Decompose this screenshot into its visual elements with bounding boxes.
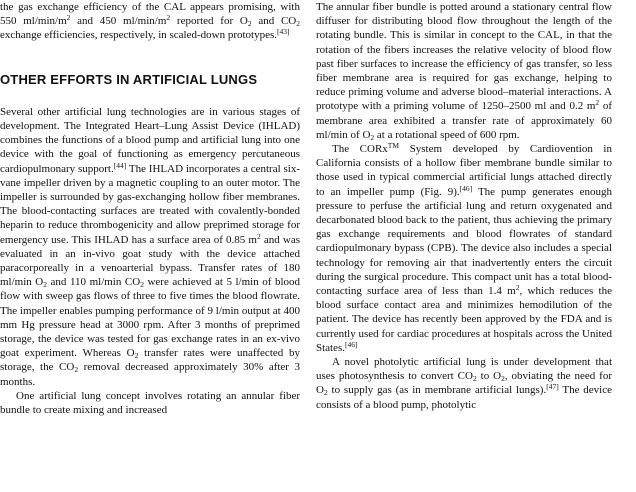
paragraph [0, 389, 300, 417]
paragraph [316, 355, 612, 412]
text-run: A novel photolytic artificial lung is under development that uses photosynthesis to convert CO [316, 356, 612, 383]
text-run: transfer rates were unaffected by storage, the CO [0, 347, 300, 374]
text-run: removal decreased approximately 30% after 3 months. [0, 361, 301, 388]
subscript: 2 [74, 365, 79, 375]
text-run: One artificial lung concept involves rotating an annular fiber bundle to create mixing and increased [0, 389, 300, 417]
superscript: [46] [345, 339, 358, 349]
text-run: at a rotational speed of 600 rpm. [374, 128, 520, 141]
text-run: , obviating the need for O [316, 370, 612, 397]
text-run: , which reduces the blood surface contact area and minimizes hemodilution of the patient. The device has recently been approved by the FDA and is currently used for cardiac procedures at hospitals across the United States. [316, 285, 612, 354]
paragraph [0, 0, 300, 43]
text-run: to supply gas (as in membrane artificial lungs). [327, 384, 547, 397]
superscript: 2 [66, 13, 71, 23]
superscript: 2 [256, 231, 261, 241]
superscript: 2 [595, 98, 600, 108]
superscript: 2 [166, 13, 171, 23]
subscript: 2 [472, 374, 477, 384]
superscript: TM [387, 141, 400, 151]
text-run: The device consists of a blood pump, photolytic [316, 384, 612, 411]
subscript: 2 [247, 19, 252, 29]
right-column [316, 0, 612, 412]
left-column [0, 0, 300, 417]
text-run: The pump generates enough pressure to perfuse the artificial lung and return oxygenated and decarbonated blood back to the patient, thus achieving the primary gas exchange requirements and blood flowrates of standard cardiopulmonary bypass (CPB). The device also includes a special technology for removing air that inadvertently enters the circuit during the surgical procedure. This compact unit has a total blood-contacting surface area of less than 1.4 m [316, 185, 612, 298]
superscript: [47] [546, 382, 559, 392]
text-run: and 450 ml/min/m [70, 15, 167, 28]
superscript: [44] [113, 160, 127, 170]
text-run: the gas exchange efficiency of the CAL appears promising, with 550 ml/min/m [0, 1, 300, 28]
subscript: 2 [134, 351, 139, 361]
paragraph [0, 105, 300, 389]
subscript: 2 [140, 280, 144, 290]
text-run: reported for O [170, 15, 248, 28]
text-run: Several other artificial lung technologies are in various stages of development. The Integrated Heart–Lung Assist Device (IHLAD) combines the functions of a blood pump and artificial lung into one device with the goal of functioning as emergency percutaneous cardiopulmonary support. [0, 105, 300, 175]
text-run: and CO [251, 15, 297, 28]
text-run: of membrane area exhibited a transfer rate of approximately 60 ml/min of O [316, 100, 612, 141]
text-run: and was evaluated in an in-vivo goat study with the device attached paracorporeally in a venoarterial bypass. Transfer rates of 180 ml/min O [0, 233, 300, 289]
text-run: The CORx [332, 143, 388, 156]
text-run: were achieved at 5 l/min of blood flow with sweep gas flows of three to five times the blood flowrate. The impeller enables pumping performance of 9 l/min output at 400 mm Hg pressure head at 3000 rpm. After 3 months of preprimed storage, the device was tested for gas exchange rates in an ex-vivo goat experiment. Whereas O [0, 276, 300, 360]
section-heading: OTHER EFFORTS IN ARTIFICIAL LUNGS [0, 71, 258, 87]
subscript: 2 [501, 374, 505, 384]
paragraph [316, 0, 612, 142]
subscript: 2 [323, 388, 328, 398]
subscript: 2 [370, 132, 375, 142]
subscript: 2 [43, 280, 48, 290]
paragraph [316, 142, 612, 355]
superscript: [43] [277, 27, 290, 37]
superscript: [46] [459, 183, 473, 193]
subscript: 2 [296, 19, 300, 29]
text-run: System developed by Cardiovention in California consists of a hollow fiber membrane bundle similar to those used in typical commercial artificial lungs attached directly to an impeller pump (Fig. 9). [316, 143, 612, 198]
text-run: The annular fiber bundle is potted around a stationary central flow diffuser for distributing blood flow throughout the length of the rotating bundle. This is similar in concept to the CAL, in that the rotation of the fibers increases the relative velocity of blood flow past fiber surfaces to increase the efficiency of gas transfer, so less fiber membrane area is required for gas exchange, helping to reduce priming volume and adverse blood–material interactions. A prototype with a priming volume of 1250–2500 ml and 0.2 m [316, 1, 612, 113]
text-run: exchange efficiencies, respectively, in scaled-down prototypes. [0, 29, 278, 42]
text-run: to O [476, 370, 502, 383]
text-run: and 110 ml/min CO [47, 276, 141, 289]
text-run: The IHLAD incorporates a central six-vane impeller driven by a magnetic coupling to an outer motor. The impeller is surrounded by gas-exchanging hollow fiber membranes. The blood-contacting surfaces are treated with covalently-bonded heparin to reduce thrombogenicity and allow preprimed storage for emergency use. This IHLAD has a surface area of 0.85 m [0, 162, 300, 246]
superscript: 2 [515, 283, 520, 293]
